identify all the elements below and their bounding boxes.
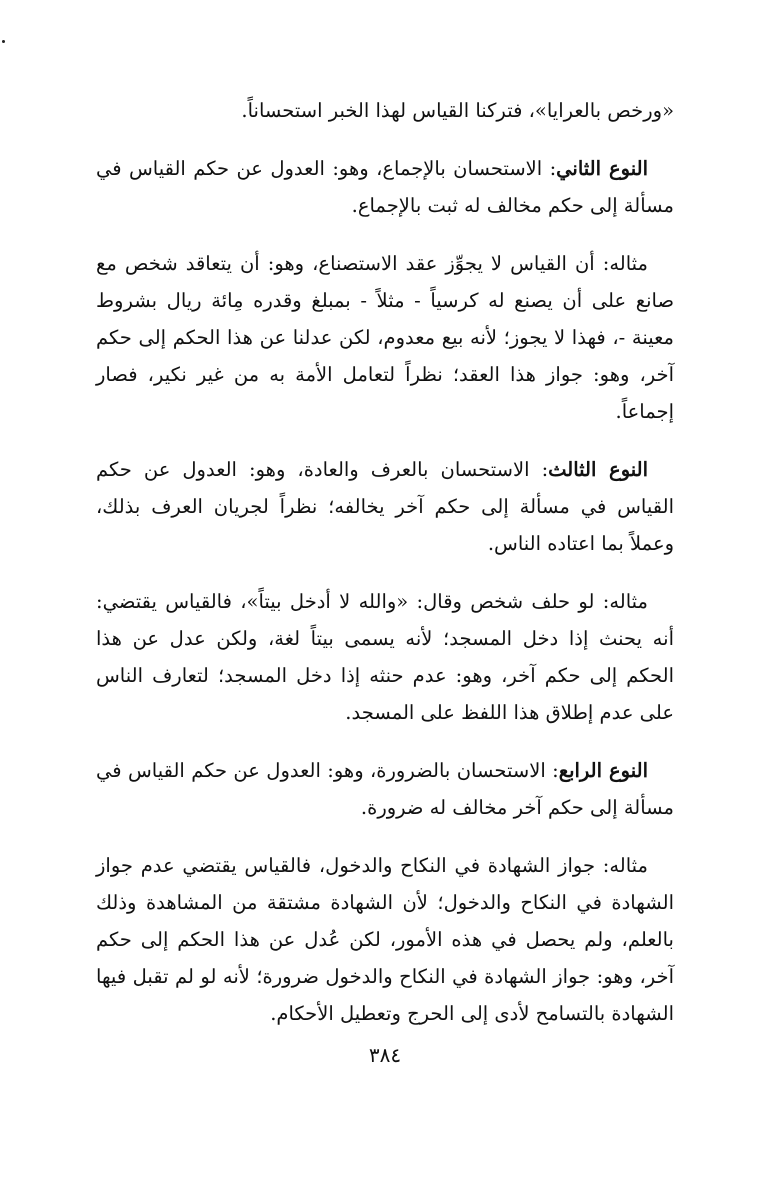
- paragraph-6: [96, 752, 674, 826]
- paragraph-text: «ورخص بالعرايا»، فتركنا القياس لهذا الخبر استحساناً.: [241, 99, 674, 122]
- scan-speck: [2, 40, 5, 43]
- paragraph-1: [96, 92, 674, 129]
- section-heading-type-2: النوع الثاني: [556, 157, 648, 180]
- paragraph-4: [96, 451, 674, 562]
- page-number: ٣٨٤: [368, 1043, 402, 1067]
- paragraph-7: [96, 847, 674, 1032]
- section-heading-type-3: النوع الثالث: [548, 458, 649, 481]
- section-heading-type-4: النوع الرابع: [558, 759, 648, 782]
- paragraph-text: : الاستحسان بالإجماع، وهو: العدول عن حكم القياس في مسألة إلى حكم مخالف له ثبت بالإجماع.: [96, 157, 674, 217]
- paragraph-text: مثاله: أن القياس لا يجوِّز عقد الاستصناع، وهو: أن يتعاقد شخص مع صانع على أن يصنع له كرسياً - مثلاً - بمبلغ وقدره مِائة ريال بشروط معينة -، فهذا لا يجوز؛ لأنه بيع معدوم، لكن عدلنا عن هذا الحكم إلى حكم آخر، وهو: جواز هذا العقد؛ نظراً لتعامل الأمة به من غير نكير، فصار إجماعاً.: [96, 252, 674, 423]
- paragraph-2: [96, 150, 674, 224]
- paragraph-3: [96, 245, 674, 430]
- paragraph-text: : الاستحسان بالضرورة، وهو: العدول عن حكم القياس في مسألة إلى حكم آخر مخالف له ضرورة.: [96, 759, 674, 819]
- paragraph-text: : الاستحسان بالعرف والعادة، وهو: العدول عن حكم القياس في مسألة إلى حكم آخر يخالفه؛ نظراً لجريان العرف بذلك، وعملاً بما اعتاده الناس.: [96, 458, 674, 555]
- page-body: [96, 92, 674, 1053]
- paragraph-text: مثاله: لو حلف شخص وقال: «والله لا أدخل بيتاً»، فالقياس يقتضي: أنه يحنث إذا دخل المسجد؛ لأنه يسمى بيتاً لغة، ولكن عدل عن هذا الحكم إلى حكم آخر، وهو: عدم حنثه إذا دخل المسجد؛ لتعارف الناس على عدم إطلاق هذا اللفظ على المسجد.: [96, 590, 674, 724]
- paragraph-5: [96, 583, 674, 731]
- paragraph-text: مثاله: جواز الشهادة في النكاح والدخول، فالقياس يقتضي عدم جواز الشهادة في النكاح والدخول؛ لأن الشهادة مشتقة من المشاهدة وذلك بالعلم، ولم يحصل في هذه الأمور، لكن عُدل عن هذا الحكم إلى حكم آخر، وهو: جواز الشهادة في النكاح والدخول ضرورة؛ لأنه لو لم تقبل فيها الشهادة بالتسامح لأدى إلى الحرج وتعطيل الأحكام.: [96, 854, 674, 1025]
